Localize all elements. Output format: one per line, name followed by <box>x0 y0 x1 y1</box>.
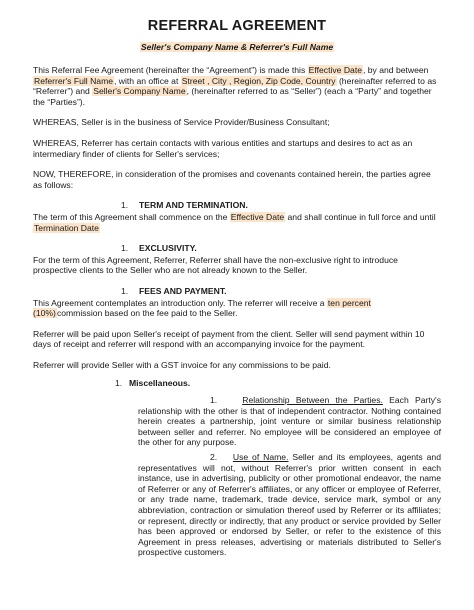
address-placeholder: Street , City , Region, Zip Code, Country <box>181 75 336 86</box>
section-heading-exclusivity: 1. EXCLUSIVITY. <box>121 243 197 254</box>
referrer-name-placeholder: Referrer's Full Name <box>34 75 114 86</box>
relationship-title: Relationship Between the Parties. <box>242 395 383 406</box>
use-of-name-title: Use of Name. <box>232 452 289 463</box>
section-body-fees: This Agreement contemplates an introduction only. The referrer will receive a ten percent (10%)commission based on the fee paid to the Seller. <box>33 297 371 319</box>
misc-item-relationship: 1. Relationship Between the Parties. Each Party's relationship with the other is that of independent contractor. Nothing contained herein creates a partnership, joint venture or similar business relationship between seller and referrer. No employee will be considered an employee of the other for any purpose. <box>138 395 441 448</box>
section-body-term: The term of this Agreement shall commence on the Effective Date and shall continue in full force and until Termination Date <box>33 211 436 233</box>
effective-date-placeholder: Effective Date <box>308 65 362 75</box>
seller-company-placeholder: Seller's Company Name <box>93 86 186 97</box>
document-title: REFERRAL AGREEMENT <box>147 18 327 34</box>
document-subtitle <box>33 42 441 52</box>
parties-placeholder: Seller's Company Name & Referrer's Full Name <box>140 42 334 52</box>
intro-paragraph: This Referral Fee Agreement (hereinafter the “Agreement”) is made this Effective Date, by and between Referrer's Full Name, with an office at Street , City , Region, Zip Code, Country (hereinafter referred to as “Referrer”) and Seller's Company Name, (hereinafter referred to as “Seller”) (each a “Party” and together the “Parties”). <box>33 65 437 107</box>
now-therefore-paragraph: NOW, THEREFORE, in consideration of the promises and covenants contained herein, the parties agree as follows: <box>33 169 431 190</box>
effective-date-placeholder: Effective Date <box>230 211 285 222</box>
section-heading-miscellaneous: 1. Miscellaneous. <box>115 378 191 389</box>
gst-paragraph: Referrer will provide Seller with a GST invoice for any commissions to be paid. <box>33 359 331 370</box>
percent-placeholder: ten percent (10%) <box>33 297 371 319</box>
section-body-exclusivity: For the term of this Agreement, Referrer, Referrer shall have the non-exclusive right to introduce prospective clients to the Seller who are not already known to the Seller. <box>33 254 398 276</box>
section-heading-fees: 1. FEES AND PAYMENT. <box>121 285 227 296</box>
section-heading-term: 1. TERM AND TERMINATION. <box>121 200 248 211</box>
termination-date-placeholder: Termination Date <box>34 222 99 233</box>
whereas-paragraph-2: WHEREAS, Referrer has certain contacts with various entities and startups and desires to act as an intermediary finder of clients for Seller's services; <box>33 137 413 159</box>
payment-paragraph: Referrer will be paid upon Seller's receipt of payment from the client. Seller will send payment within 10 days of receipt and referrer will respond with an accompanying invoice for the payment. <box>33 328 425 350</box>
whereas-paragraph-1: WHEREAS, Seller is in the business of Service Provider/Business Consultant; <box>33 117 330 128</box>
misc-item-use-of-name: 2. Use of Name. Seller and its employees, agents and representatives will not, without Referrer's prior written consent in each instance, use in advertising, publicity or other promotional endeavor, the name of Referrer or any of Referrer's affiliates, or any officer or employee of Referrer, or any trade name, trademark, trade device, service mark, symbol or any abbreviation, contraction or simulation thereof used by Referrer or its affiliates; or represent, directly or indirectly, that any product or service provided by Seller has been approved or endorsed by Seller, or refer to the existence of this Agreement in press releases, advertising or materials distributed to Seller's prospective customers. <box>138 452 441 558</box>
